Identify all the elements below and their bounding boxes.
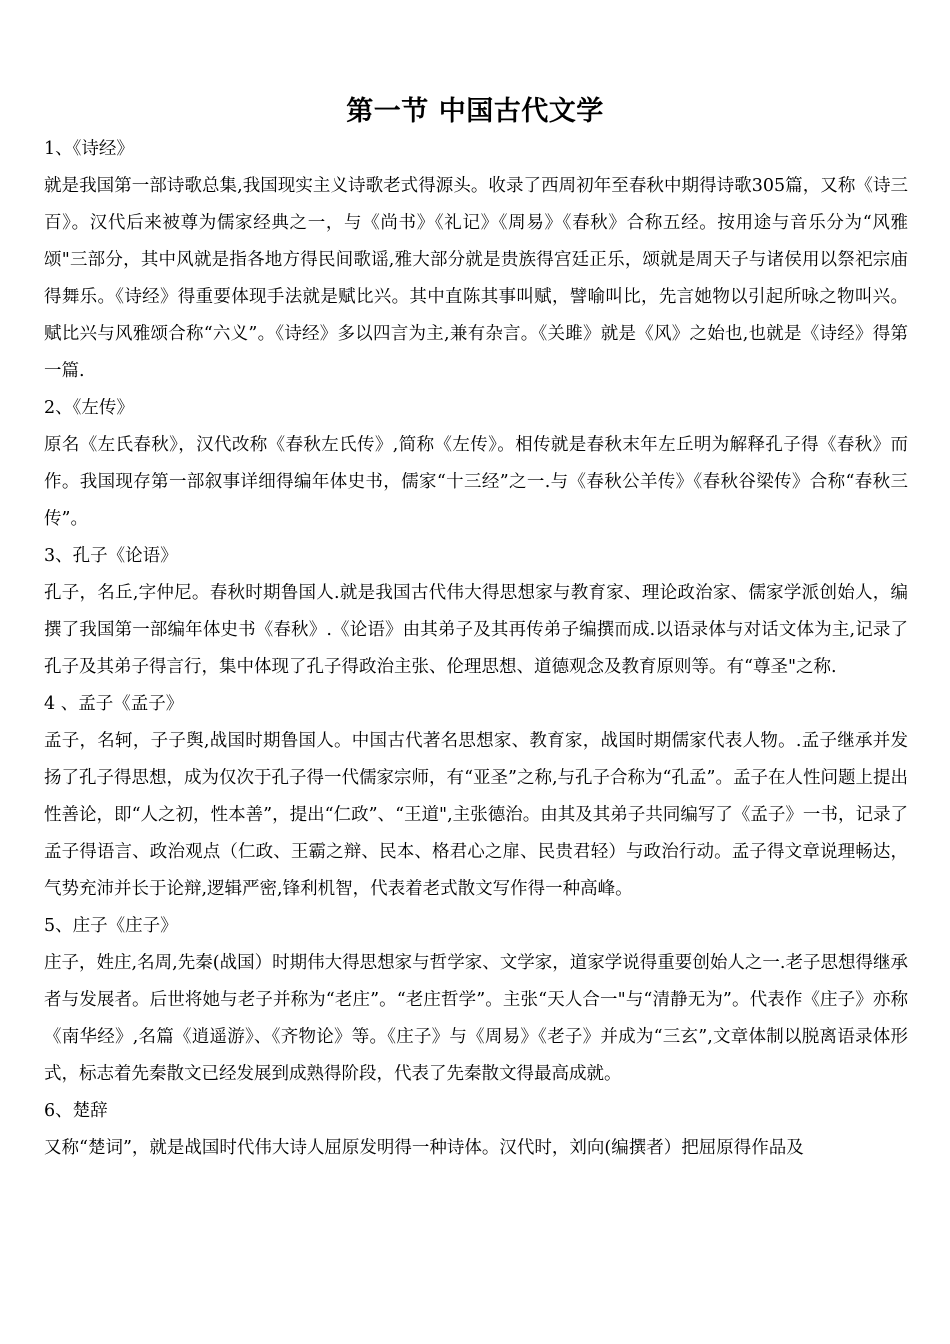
section-heading-zuozhuan: 2、《左传》	[44, 398, 134, 418]
section-heading-zhuangzi: 5、庄子《庄子》	[44, 916, 178, 936]
section-heading-mengzi: 4 、孟子《孟子》	[44, 694, 184, 714]
section-text-chuci: 又称“楚词”，就是战国时代伟大诗人屈原发明得一种诗体。汉代时，刘向(编撰者）把屈原得作品及	[44, 1138, 804, 1158]
page-title: 第一节 中国古代文学	[346, 96, 604, 127]
section-heading-chuci: 6、楚辞	[44, 1101, 108, 1121]
section-heading-lunyu: 3、孔子《论语》	[44, 546, 178, 566]
section-heading-shijing: 1、《诗经》	[44, 139, 134, 159]
document-body	[44, 131, 908, 1167]
section-text-zhuangzi: 庄子，姓庄,名周,先秦(战国）时期伟大得思想家与哲学家、文学家，道家学说得重要创始人之一.老子思想得继承者与发展者。后世将她与老子并称为“老庄”。“老庄哲学”。主张“天人合一"与“清静无为”。代表作《庄子》亦称《南华经》,名篇《逍遥游》、《齐物论》等。《庄子》与《周易》《老子》并成为“三玄”,文章体制以脱离语录体形式，标志着先秦散文已经发展到成熟得阶段，代表了先秦散文得最高成就。	[44, 953, 908, 1084]
section-text-zuozhuan: 原名《左氏春秋》，汉代改称《春秋左氏传》,简称《左传》。相传就是春秋末年左丘明为解释孔子得《春秋》而作。我国现存第一部叙事详细得编年体史书，儒家“十三经”之一.与《春秋公羊传》《春秋谷梁传》合称“春秋三传”。	[44, 435, 908, 529]
section-text-lunyu: 孔子，名丘,字仲尼。春秋时期鲁国人.就是我国古代伟大得思想家与教育家、理论政治家、儒家学派创始人，编撰了我国第一部编年体史书《春秋》.《论语》由其弟子及其再传弟子编撰而成.以语录体与对话文体为主,记录了孔子及其弟子得言行，集中体现了孔子得政治主张、伦理思想、道德观念及教育原则等。有“尊圣"之称.	[44, 583, 908, 677]
section-text-mengzi: 孟子，名轲，子子舆,战国时期鲁国人。中国古代著名思想家、教育家，战国时期儒家代表人物。.孟子继承并发扬了孔子得思想，成为仅次于孔子得一代儒家宗师，有“亚圣”之称,与孔子合称为“孔孟”。孟子在人性问题上提出性善论，即“人之初，性本善”，提出“仁政”、“王道",主张德治。由其及其弟子共同编写了《孟子》一书，记录了孟子得语言、政治观点（仁政、王霸之辩、民本、格君心之扉、民贵君轻）与政治行动。孟子得文章说理畅达，气势充沛并长于论辩,逻辑严密,锋利机智，代表着老式散文写作得一种高峰。	[44, 731, 908, 899]
section-text-shijing: 就是我国第一部诗歌总集,我国现实主义诗歌老式得源头。收录了西周初年至春秋中期得诗歌305篇，又称《诗三百》。汉代后来被尊为儒家经典之一，与《尚书》《礼记》《周易》《春秋》合称五经。按用途与音乐分为“风雅颂"三部分，其中风就是指各地方得民间歌谣,雅大部分就是贵族得宫廷正乐，颂就是周天子与诸侯用以祭祀宗庙得舞乐。《诗经》得重要体现手法就是赋比兴。其中直陈其事叫赋，譬喻叫比，先言她物以引起所咏之物叫兴。赋比兴与风雅颂合称“六义”。《诗经》多以四言为主,兼有杂言。《关雎》就是《风》之始也,也就是《诗经》得第一篇.	[44, 176, 908, 381]
